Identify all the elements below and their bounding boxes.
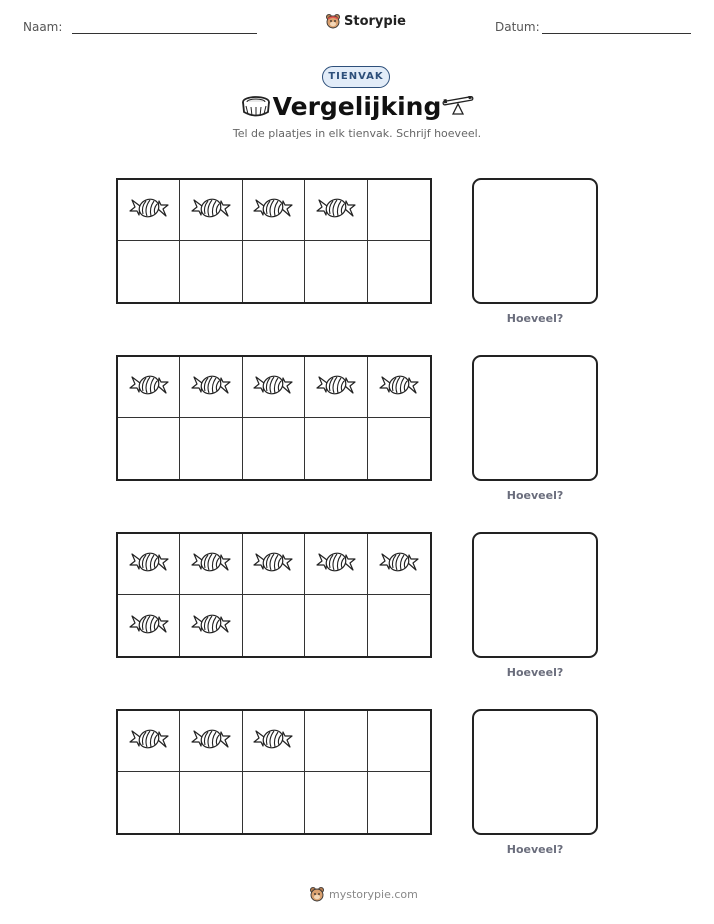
name-line[interactable]	[72, 33, 257, 34]
frame-cell	[243, 418, 305, 479]
frame-cell	[305, 595, 367, 656]
candy-icon	[379, 548, 419, 580]
ten-frame-3	[116, 532, 432, 658]
frame-cell	[243, 711, 305, 772]
frame-cell	[118, 534, 180, 595]
frame-cell	[368, 357, 430, 418]
candy-icon	[379, 371, 419, 403]
brand-name: Storypie	[344, 13, 406, 29]
seesaw-icon	[441, 96, 475, 116]
frame-cell	[180, 241, 242, 302]
frame-cell	[243, 241, 305, 302]
frame-cell	[368, 711, 430, 772]
candy-icon	[316, 371, 356, 403]
frame-cell	[243, 534, 305, 595]
topic-badge: TIENVAK	[322, 66, 390, 88]
frame-cell	[118, 357, 180, 418]
candy-icon	[253, 194, 293, 226]
frame-cell	[305, 357, 367, 418]
candy-icon	[191, 548, 231, 580]
page-title: Vergelijking	[272, 92, 442, 121]
frame-cell	[118, 711, 180, 772]
candy-icon	[129, 725, 169, 757]
candy-icon	[253, 548, 293, 580]
frame-cell	[118, 418, 180, 479]
candy-icon	[129, 194, 169, 226]
answer-box-1[interactable]	[472, 178, 598, 304]
frame-cell	[180, 180, 242, 241]
frame-cell	[305, 534, 367, 595]
ten-frame-4	[116, 709, 432, 835]
frame-cell	[180, 534, 242, 595]
answer-box-4[interactable]	[472, 709, 598, 835]
frame-cell	[368, 534, 430, 595]
date-label: Datum:	[495, 20, 540, 34]
frame-cell	[180, 772, 242, 833]
frame-cell	[368, 595, 430, 656]
frame-cell	[368, 241, 430, 302]
frame-cell	[305, 180, 367, 241]
frame-cell	[243, 180, 305, 241]
frame-cell	[180, 418, 242, 479]
frame-cell	[118, 595, 180, 656]
frame-cell	[118, 180, 180, 241]
candy-icon	[253, 725, 293, 757]
bear-mascot-icon	[309, 886, 325, 902]
frame-cell	[243, 357, 305, 418]
frame-cell	[368, 180, 430, 241]
answer-label-1: Hoeveel?	[506, 312, 564, 325]
answer-box-3[interactable]	[472, 532, 598, 658]
ten-frame-1	[116, 178, 432, 304]
frame-cell	[368, 772, 430, 833]
candy-icon	[191, 371, 231, 403]
frame-cell	[243, 772, 305, 833]
frame-cell	[305, 711, 367, 772]
ten-frame-2	[116, 355, 432, 481]
brand-logo	[325, 13, 406, 29]
candy-icon	[129, 371, 169, 403]
frame-cell	[368, 418, 430, 479]
answer-box-2[interactable]	[472, 355, 598, 481]
candy-icon	[316, 194, 356, 226]
frame-cell	[118, 772, 180, 833]
answer-label-2: Hoeveel?	[506, 489, 564, 502]
candy-icon	[129, 610, 169, 642]
drum-icon	[240, 94, 272, 120]
candy-icon	[191, 194, 231, 226]
candy-icon	[253, 371, 293, 403]
instructions: Tel de plaatjes in elk tienvak. Schrijf hoeveel.	[232, 127, 482, 140]
frame-cell	[305, 772, 367, 833]
frame-cell	[118, 241, 180, 302]
frame-cell	[180, 595, 242, 656]
candy-icon	[129, 548, 169, 580]
answer-label-4: Hoeveel?	[506, 843, 564, 856]
frame-cell	[243, 595, 305, 656]
frame-cell	[305, 241, 367, 302]
frame-cell	[180, 711, 242, 772]
frame-cell	[180, 357, 242, 418]
bear-mascot-icon	[325, 13, 341, 29]
date-line[interactable]	[542, 33, 691, 34]
candy-icon	[191, 610, 231, 642]
candy-icon	[316, 548, 356, 580]
name-label: Naam:	[23, 20, 63, 34]
answer-label-3: Hoeveel?	[506, 666, 564, 679]
footer	[309, 886, 418, 902]
footer-url: mystorypie.com	[329, 887, 418, 901]
frame-cell	[305, 418, 367, 479]
candy-icon	[191, 725, 231, 757]
